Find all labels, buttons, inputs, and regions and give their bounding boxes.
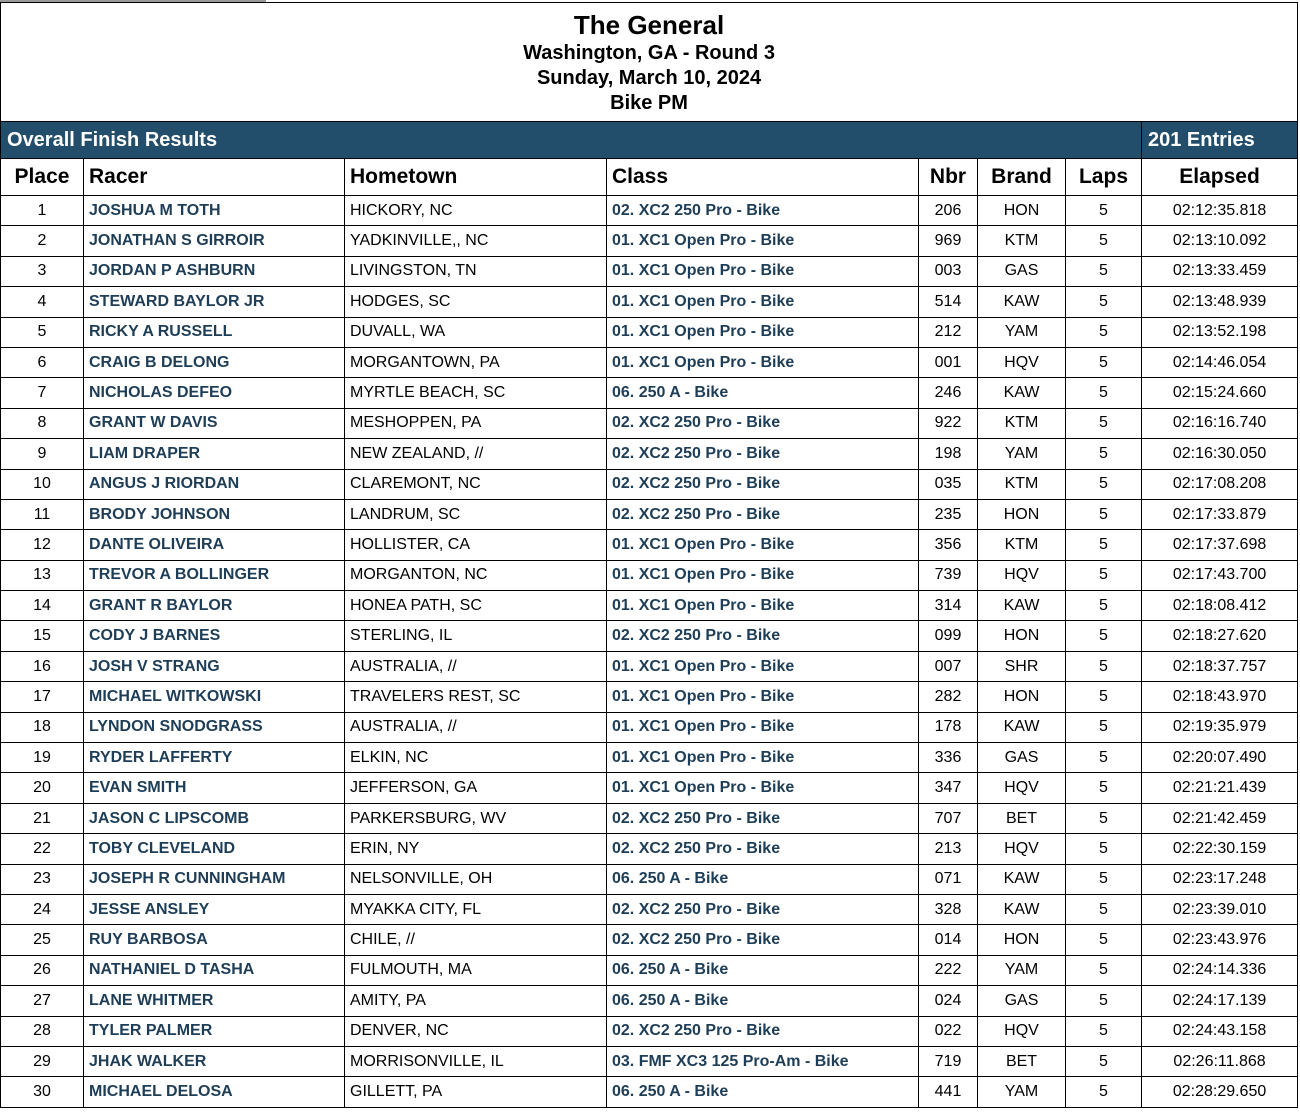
racer-name-link[interactable]: NICHOLAS DEFEO bbox=[84, 378, 345, 408]
column-header-hometown: Hometown bbox=[345, 159, 607, 196]
class-link[interactable]: 02. XC2 250 Pro - Bike bbox=[607, 925, 919, 955]
table-row bbox=[1, 651, 1298, 681]
hometown-cell: MORGANTOWN, PA bbox=[345, 347, 607, 377]
place-cell: 7 bbox=[1, 378, 84, 408]
brand-cell: HON bbox=[978, 682, 1066, 712]
column-header-brand: Brand bbox=[978, 159, 1066, 196]
racer-name-link[interactable]: RICKY A RUSSELL bbox=[84, 317, 345, 347]
table-row bbox=[1, 864, 1298, 894]
class-link[interactable]: 06. 250 A - Bike bbox=[607, 955, 919, 985]
class-link[interactable]: 06. 250 A - Bike bbox=[607, 1077, 919, 1107]
racer-name-link[interactable]: GRANT R BAYLOR bbox=[84, 591, 345, 621]
elapsed-cell: 02:13:10.092 bbox=[1142, 226, 1298, 256]
elapsed-cell: 02:13:52.198 bbox=[1142, 317, 1298, 347]
class-link[interactable]: 01. XC1 Open Pro - Bike bbox=[607, 530, 919, 560]
laps-cell: 5 bbox=[1066, 1046, 1142, 1076]
table-row bbox=[1, 439, 1298, 469]
hometown-cell: STERLING, IL bbox=[345, 621, 607, 651]
racer-name-link[interactable]: MICHAEL WITKOWSKI bbox=[84, 682, 345, 712]
column-header-racer: Racer bbox=[84, 159, 345, 196]
class-link[interactable]: 01. XC1 Open Pro - Bike bbox=[607, 651, 919, 681]
hometown-cell: HOLLISTER, CA bbox=[345, 530, 607, 560]
elapsed-cell: 02:12:35.818 bbox=[1142, 196, 1298, 226]
elapsed-cell: 02:18:43.970 bbox=[1142, 682, 1298, 712]
hometown-cell: ERIN, NY bbox=[345, 834, 607, 864]
table-row bbox=[1, 834, 1298, 864]
class-link[interactable]: 01. XC1 Open Pro - Bike bbox=[607, 317, 919, 347]
event-location-round: Washington, GA - Round 3 bbox=[523, 42, 775, 64]
class-link[interactable]: 06. 250 A - Bike bbox=[607, 378, 919, 408]
brand-cell: HQV bbox=[978, 347, 1066, 377]
place-cell: 21 bbox=[1, 803, 84, 833]
results-table bbox=[0, 2, 1298, 1108]
elapsed-cell: 02:14:46.054 bbox=[1142, 347, 1298, 377]
column-header-nbr: Nbr bbox=[919, 159, 978, 196]
elapsed-cell: 02:21:42.459 bbox=[1142, 803, 1298, 833]
class-link[interactable]: 01. XC1 Open Pro - Bike bbox=[607, 712, 919, 742]
table-row bbox=[1, 682, 1298, 712]
elapsed-cell: 02:23:39.010 bbox=[1142, 894, 1298, 924]
number-cell: 969 bbox=[919, 226, 978, 256]
place-cell: 2 bbox=[1, 226, 84, 256]
elapsed-cell: 02:24:14.336 bbox=[1142, 955, 1298, 985]
class-link[interactable]: 02. XC2 250 Pro - Bike bbox=[607, 408, 919, 438]
racer-name-link[interactable]: JOSHUA M TOTH bbox=[84, 196, 345, 226]
hometown-cell: NEW ZEALAND, // bbox=[345, 439, 607, 469]
brand-cell: GAS bbox=[978, 986, 1066, 1016]
laps-cell: 5 bbox=[1066, 1077, 1142, 1107]
brand-cell: HQV bbox=[978, 834, 1066, 864]
number-cell: 014 bbox=[919, 925, 978, 955]
number-cell: 071 bbox=[919, 864, 978, 894]
elapsed-cell: 02:16:30.050 bbox=[1142, 439, 1298, 469]
class-link[interactable]: 01. XC1 Open Pro - Bike bbox=[607, 226, 919, 256]
place-cell: 16 bbox=[1, 651, 84, 681]
number-cell: 739 bbox=[919, 560, 978, 590]
class-link[interactable]: 06. 250 A - Bike bbox=[607, 986, 919, 1016]
elapsed-cell: 02:17:08.208 bbox=[1142, 469, 1298, 499]
place-cell: 9 bbox=[1, 439, 84, 469]
table-row bbox=[1, 986, 1298, 1016]
laps-cell: 5 bbox=[1066, 743, 1142, 773]
racer-name-link[interactable]: EVAN SMITH bbox=[84, 773, 345, 803]
place-cell: 6 bbox=[1, 347, 84, 377]
racer-name-link[interactable]: LANE WHITMER bbox=[84, 986, 345, 1016]
place-cell: 30 bbox=[1, 1077, 84, 1107]
number-cell: 282 bbox=[919, 682, 978, 712]
place-cell: 29 bbox=[1, 1046, 84, 1076]
number-cell: 314 bbox=[919, 591, 978, 621]
elapsed-cell: 02:18:27.620 bbox=[1142, 621, 1298, 651]
result-rows bbox=[1, 196, 1298, 1108]
hometown-cell: AUSTRALIA, // bbox=[345, 712, 607, 742]
class-link[interactable]: 02. XC2 250 Pro - Bike bbox=[607, 621, 919, 651]
table-row bbox=[1, 378, 1298, 408]
laps-cell: 5 bbox=[1066, 408, 1142, 438]
brand-cell: KAW bbox=[978, 287, 1066, 317]
column-header-place: Place bbox=[1, 159, 84, 196]
brand-cell: SHR bbox=[978, 651, 1066, 681]
laps-cell: 5 bbox=[1066, 682, 1142, 712]
place-cell: 17 bbox=[1, 682, 84, 712]
class-link[interactable]: 02. XC2 250 Pro - Bike bbox=[607, 894, 919, 924]
hometown-cell: CLAREMONT, NC bbox=[345, 469, 607, 499]
brand-cell: HON bbox=[978, 499, 1066, 529]
laps-cell: 5 bbox=[1066, 560, 1142, 590]
table-row bbox=[1, 712, 1298, 742]
class-link[interactable]: 01. XC1 Open Pro - Bike bbox=[607, 256, 919, 286]
number-cell: 024 bbox=[919, 986, 978, 1016]
place-cell: 8 bbox=[1, 408, 84, 438]
racer-name-link[interactable]: JESSE ANSLEY bbox=[84, 894, 345, 924]
brand-cell: YAM bbox=[978, 1077, 1066, 1107]
elapsed-cell: 02:20:07.490 bbox=[1142, 743, 1298, 773]
laps-cell: 5 bbox=[1066, 317, 1142, 347]
brand-cell: YAM bbox=[978, 317, 1066, 347]
racer-name-link[interactable]: JOSH V STRANG bbox=[84, 651, 345, 681]
laps-cell: 5 bbox=[1066, 530, 1142, 560]
place-cell: 15 bbox=[1, 621, 84, 651]
hometown-cell: TRAVELERS REST, SC bbox=[345, 682, 607, 712]
table-row bbox=[1, 530, 1298, 560]
table-row bbox=[1, 408, 1298, 438]
laps-cell: 5 bbox=[1066, 834, 1142, 864]
class-link[interactable]: 01. XC1 Open Pro - Bike bbox=[607, 347, 919, 377]
elapsed-cell: 02:22:30.159 bbox=[1142, 834, 1298, 864]
laps-cell: 5 bbox=[1066, 894, 1142, 924]
hometown-cell: MESHOPPEN, PA bbox=[345, 408, 607, 438]
number-cell: 514 bbox=[919, 287, 978, 317]
hometown-cell: MORRISONVILLE, IL bbox=[345, 1046, 607, 1076]
table-row bbox=[1, 287, 1298, 317]
table-row bbox=[1, 1077, 1298, 1107]
brand-cell: HQV bbox=[978, 1016, 1066, 1046]
laps-cell: 5 bbox=[1066, 803, 1142, 833]
hometown-cell: LIVINGSTON, TN bbox=[345, 256, 607, 286]
brand-cell: KAW bbox=[978, 591, 1066, 621]
number-cell: 707 bbox=[919, 803, 978, 833]
number-cell: 719 bbox=[919, 1046, 978, 1076]
section-bar bbox=[1, 122, 1298, 159]
brand-cell: YAM bbox=[978, 439, 1066, 469]
place-cell: 20 bbox=[1, 773, 84, 803]
table-row bbox=[1, 621, 1298, 651]
number-cell: 356 bbox=[919, 530, 978, 560]
table-row bbox=[1, 1016, 1298, 1046]
brand-cell: HQV bbox=[978, 560, 1066, 590]
elapsed-cell: 02:24:17.139 bbox=[1142, 986, 1298, 1016]
brand-cell: KAW bbox=[978, 378, 1066, 408]
event-date: Sunday, March 10, 2024 bbox=[536, 67, 762, 89]
elapsed-cell: 02:18:37.757 bbox=[1142, 651, 1298, 681]
table-row bbox=[1, 196, 1298, 226]
brand-cell: KTM bbox=[978, 530, 1066, 560]
class-link[interactable]: 03. FMF XC3 125 Pro-Am - Bike bbox=[607, 1046, 919, 1076]
place-cell: 10 bbox=[1, 469, 84, 499]
hometown-cell: JEFFERSON, GA bbox=[345, 773, 607, 803]
place-cell: 5 bbox=[1, 317, 84, 347]
number-cell: 922 bbox=[919, 408, 978, 438]
hometown-cell: HODGES, SC bbox=[345, 287, 607, 317]
elapsed-cell: 02:26:11.868 bbox=[1142, 1046, 1298, 1076]
racer-name-link[interactable]: DANTE OLIVEIRA bbox=[84, 530, 345, 560]
place-cell: 3 bbox=[1, 256, 84, 286]
elapsed-cell: 02:13:48.939 bbox=[1142, 287, 1298, 317]
elapsed-cell: 02:13:33.459 bbox=[1142, 256, 1298, 286]
place-cell: 28 bbox=[1, 1016, 84, 1046]
table-row bbox=[1, 925, 1298, 955]
class-link[interactable]: 02. XC2 250 Pro - Bike bbox=[607, 469, 919, 499]
racer-name-link[interactable]: JHAK WALKER bbox=[84, 1046, 345, 1076]
place-cell: 14 bbox=[1, 591, 84, 621]
table-row bbox=[1, 955, 1298, 985]
hometown-cell: HICKORY, NC bbox=[345, 196, 607, 226]
number-cell: 222 bbox=[919, 955, 978, 985]
hometown-cell: MYRTLE BEACH, SC bbox=[345, 378, 607, 408]
laps-cell: 5 bbox=[1066, 591, 1142, 621]
laps-cell: 5 bbox=[1066, 378, 1142, 408]
hometown-cell: AUSTRALIA, // bbox=[345, 651, 607, 681]
table-row bbox=[1, 256, 1298, 286]
table-row bbox=[1, 773, 1298, 803]
table-row bbox=[1, 743, 1298, 773]
brand-cell: KTM bbox=[978, 469, 1066, 499]
class-link[interactable]: 01. XC1 Open Pro - Bike bbox=[607, 682, 919, 712]
class-link[interactable]: 06. 250 A - Bike bbox=[607, 864, 919, 894]
brand-cell: YAM bbox=[978, 955, 1066, 985]
event-title: The General bbox=[573, 10, 725, 40]
racer-name-link[interactable]: NATHANIEL D TASHA bbox=[84, 955, 345, 985]
table-row bbox=[1, 347, 1298, 377]
table-row bbox=[1, 1046, 1298, 1076]
column-header-row bbox=[1, 159, 1298, 196]
place-cell: 1 bbox=[1, 196, 84, 226]
number-cell: 246 bbox=[919, 378, 978, 408]
class-link[interactable]: 01. XC1 Open Pro - Bike bbox=[607, 560, 919, 590]
laps-cell: 5 bbox=[1066, 439, 1142, 469]
hometown-cell: MORGANTON, NC bbox=[345, 560, 607, 590]
racer-name-link[interactable]: BRODY JOHNSON bbox=[84, 499, 345, 529]
elapsed-cell: 02:23:17.248 bbox=[1142, 864, 1298, 894]
racer-name-link[interactable]: RUY BARBOSA bbox=[84, 925, 345, 955]
racer-name-link[interactable]: ANGUS J RIORDAN bbox=[84, 469, 345, 499]
brand-cell: KAW bbox=[978, 864, 1066, 894]
table-row bbox=[1, 469, 1298, 499]
place-cell: 13 bbox=[1, 560, 84, 590]
hometown-cell: DUVALL, WA bbox=[345, 317, 607, 347]
elapsed-cell: 02:16:16.740 bbox=[1142, 408, 1298, 438]
brand-cell: HON bbox=[978, 925, 1066, 955]
class-link[interactable]: 02. XC2 250 Pro - Bike bbox=[607, 834, 919, 864]
hometown-cell: LANDRUM, SC bbox=[345, 499, 607, 529]
place-cell: 27 bbox=[1, 986, 84, 1016]
racer-name-link[interactable]: JASON C LIPSCOMB bbox=[84, 803, 345, 833]
laps-cell: 5 bbox=[1066, 347, 1142, 377]
class-link[interactable]: 02. XC2 250 Pro - Bike bbox=[607, 803, 919, 833]
event-session: Bike PM bbox=[610, 92, 688, 114]
laps-cell: 5 bbox=[1066, 1016, 1142, 1046]
laps-cell: 5 bbox=[1066, 469, 1142, 499]
hometown-cell: HONEA PATH, SC bbox=[345, 591, 607, 621]
laps-cell: 5 bbox=[1066, 196, 1142, 226]
table-row bbox=[1, 499, 1298, 529]
class-link[interactable]: 01. XC1 Open Pro - Bike bbox=[607, 743, 919, 773]
elapsed-cell: 02:23:43.976 bbox=[1142, 925, 1298, 955]
section-title: Overall Finish Results bbox=[1, 122, 1142, 159]
elapsed-cell: 02:21:21.439 bbox=[1142, 773, 1298, 803]
hometown-cell: YADKINVILLE,, NC bbox=[345, 226, 607, 256]
column-header-class: Class bbox=[607, 159, 919, 196]
place-cell: 18 bbox=[1, 712, 84, 742]
racer-name-link[interactable]: TYLER PALMER bbox=[84, 1016, 345, 1046]
table-row bbox=[1, 317, 1298, 347]
laps-cell: 5 bbox=[1066, 651, 1142, 681]
class-link[interactable]: 02. XC2 250 Pro - Bike bbox=[607, 1016, 919, 1046]
column-header-elapsed: Elapsed bbox=[1142, 159, 1298, 196]
racer-name-link[interactable]: MICHAEL DELOSA bbox=[84, 1077, 345, 1107]
hometown-cell: NELSONVILLE, OH bbox=[345, 864, 607, 894]
number-cell: 212 bbox=[919, 317, 978, 347]
racer-name-link[interactable]: CODY J BARNES bbox=[84, 621, 345, 651]
place-cell: 25 bbox=[1, 925, 84, 955]
number-cell: 235 bbox=[919, 499, 978, 529]
number-cell: 035 bbox=[919, 469, 978, 499]
place-cell: 24 bbox=[1, 894, 84, 924]
hometown-cell: CHILE, // bbox=[345, 925, 607, 955]
racer-name-link[interactable]: JONATHAN S GIRROIR bbox=[84, 226, 345, 256]
elapsed-cell: 02:28:29.650 bbox=[1142, 1077, 1298, 1107]
number-cell: 007 bbox=[919, 651, 978, 681]
number-cell: 328 bbox=[919, 894, 978, 924]
place-cell: 4 bbox=[1, 287, 84, 317]
table-row bbox=[1, 226, 1298, 256]
brand-cell: HQV bbox=[978, 773, 1066, 803]
number-cell: 099 bbox=[919, 621, 978, 651]
laps-cell: 5 bbox=[1066, 773, 1142, 803]
laps-cell: 5 bbox=[1066, 287, 1142, 317]
number-cell: 003 bbox=[919, 256, 978, 286]
hometown-cell: DENVER, NC bbox=[345, 1016, 607, 1046]
brand-cell: GAS bbox=[978, 743, 1066, 773]
laps-cell: 5 bbox=[1066, 256, 1142, 286]
number-cell: 347 bbox=[919, 773, 978, 803]
table-row bbox=[1, 591, 1298, 621]
class-link[interactable]: 01. XC1 Open Pro - Bike bbox=[607, 591, 919, 621]
number-cell: 178 bbox=[919, 712, 978, 742]
hometown-cell: MYAKKA CITY, FL bbox=[345, 894, 607, 924]
place-cell: 19 bbox=[1, 743, 84, 773]
number-cell: 022 bbox=[919, 1016, 978, 1046]
racer-name-link[interactable]: JORDAN P ASHBURN bbox=[84, 256, 345, 286]
hometown-cell: GILLETT, PA bbox=[345, 1077, 607, 1107]
hometown-cell: PARKERSBURG, WV bbox=[345, 803, 607, 833]
number-cell: 206 bbox=[919, 196, 978, 226]
place-cell: 22 bbox=[1, 834, 84, 864]
racer-name-link[interactable]: CRAIG B DELONG bbox=[84, 347, 345, 377]
racer-name-link[interactable]: TREVOR A BOLLINGER bbox=[84, 560, 345, 590]
elapsed-cell: 02:18:08.412 bbox=[1142, 591, 1298, 621]
table-row bbox=[1, 894, 1298, 924]
racer-name-link[interactable]: GRANT W DAVIS bbox=[84, 408, 345, 438]
place-cell: 12 bbox=[1, 530, 84, 560]
laps-cell: 5 bbox=[1066, 499, 1142, 529]
elapsed-cell: 02:17:33.879 bbox=[1142, 499, 1298, 529]
class-link[interactable]: 02. XC2 250 Pro - Bike bbox=[607, 439, 919, 469]
class-link[interactable]: 01. XC1 Open Pro - Bike bbox=[607, 287, 919, 317]
brand-cell: KAW bbox=[978, 894, 1066, 924]
number-cell: 213 bbox=[919, 834, 978, 864]
laps-cell: 5 bbox=[1066, 955, 1142, 985]
column-header-laps: Laps bbox=[1066, 159, 1142, 196]
elapsed-cell: 02:24:43.158 bbox=[1142, 1016, 1298, 1046]
number-cell: 336 bbox=[919, 743, 978, 773]
number-cell: 441 bbox=[919, 1077, 978, 1107]
racer-name-link[interactable]: RYDER LAFFERTY bbox=[84, 743, 345, 773]
place-cell: 26 bbox=[1, 955, 84, 985]
racer-name-link[interactable]: JOSEPH R CUNNINGHAM bbox=[84, 864, 345, 894]
brand-cell: GAS bbox=[978, 256, 1066, 286]
table-row bbox=[1, 560, 1298, 590]
brand-cell: BET bbox=[978, 1046, 1066, 1076]
racer-name-link[interactable]: LYNDON SNODGRASS bbox=[84, 712, 345, 742]
event-header bbox=[1, 3, 1298, 122]
elapsed-cell: 02:17:37.698 bbox=[1142, 530, 1298, 560]
table-row bbox=[1, 803, 1298, 833]
class-link[interactable]: 02. XC2 250 Pro - Bike bbox=[607, 499, 919, 529]
number-cell: 198 bbox=[919, 439, 978, 469]
laps-cell: 5 bbox=[1066, 621, 1142, 651]
class-link[interactable]: 01. XC1 Open Pro - Bike bbox=[607, 773, 919, 803]
brand-cell: HON bbox=[978, 196, 1066, 226]
number-cell: 001 bbox=[919, 347, 978, 377]
brand-cell: KTM bbox=[978, 408, 1066, 438]
racer-name-link[interactable]: TOBY CLEVELAND bbox=[84, 834, 345, 864]
entries-count: 201 Entries bbox=[1142, 122, 1298, 159]
brand-cell: KAW bbox=[978, 712, 1066, 742]
laps-cell: 5 bbox=[1066, 712, 1142, 742]
hometown-cell: AMITY, PA bbox=[345, 986, 607, 1016]
elapsed-cell: 02:15:24.660 bbox=[1142, 378, 1298, 408]
laps-cell: 5 bbox=[1066, 864, 1142, 894]
place-cell: 23 bbox=[1, 864, 84, 894]
laps-cell: 5 bbox=[1066, 925, 1142, 955]
racer-name-link[interactable]: STEWARD BAYLOR JR bbox=[84, 287, 345, 317]
hometown-cell: FULMOUTH, MA bbox=[345, 955, 607, 985]
place-cell: 11 bbox=[1, 499, 84, 529]
hometown-cell: ELKIN, NC bbox=[345, 743, 607, 773]
laps-cell: 5 bbox=[1066, 226, 1142, 256]
brand-cell: KTM bbox=[978, 226, 1066, 256]
event-header-row bbox=[1, 3, 1298, 122]
elapsed-cell: 02:19:35.979 bbox=[1142, 712, 1298, 742]
brand-cell: BET bbox=[978, 803, 1066, 833]
laps-cell: 5 bbox=[1066, 986, 1142, 1016]
elapsed-cell: 02:17:43.700 bbox=[1142, 560, 1298, 590]
class-link[interactable]: 02. XC2 250 Pro - Bike bbox=[607, 196, 919, 226]
brand-cell: HON bbox=[978, 621, 1066, 651]
racer-name-link[interactable]: LIAM DRAPER bbox=[84, 439, 345, 469]
